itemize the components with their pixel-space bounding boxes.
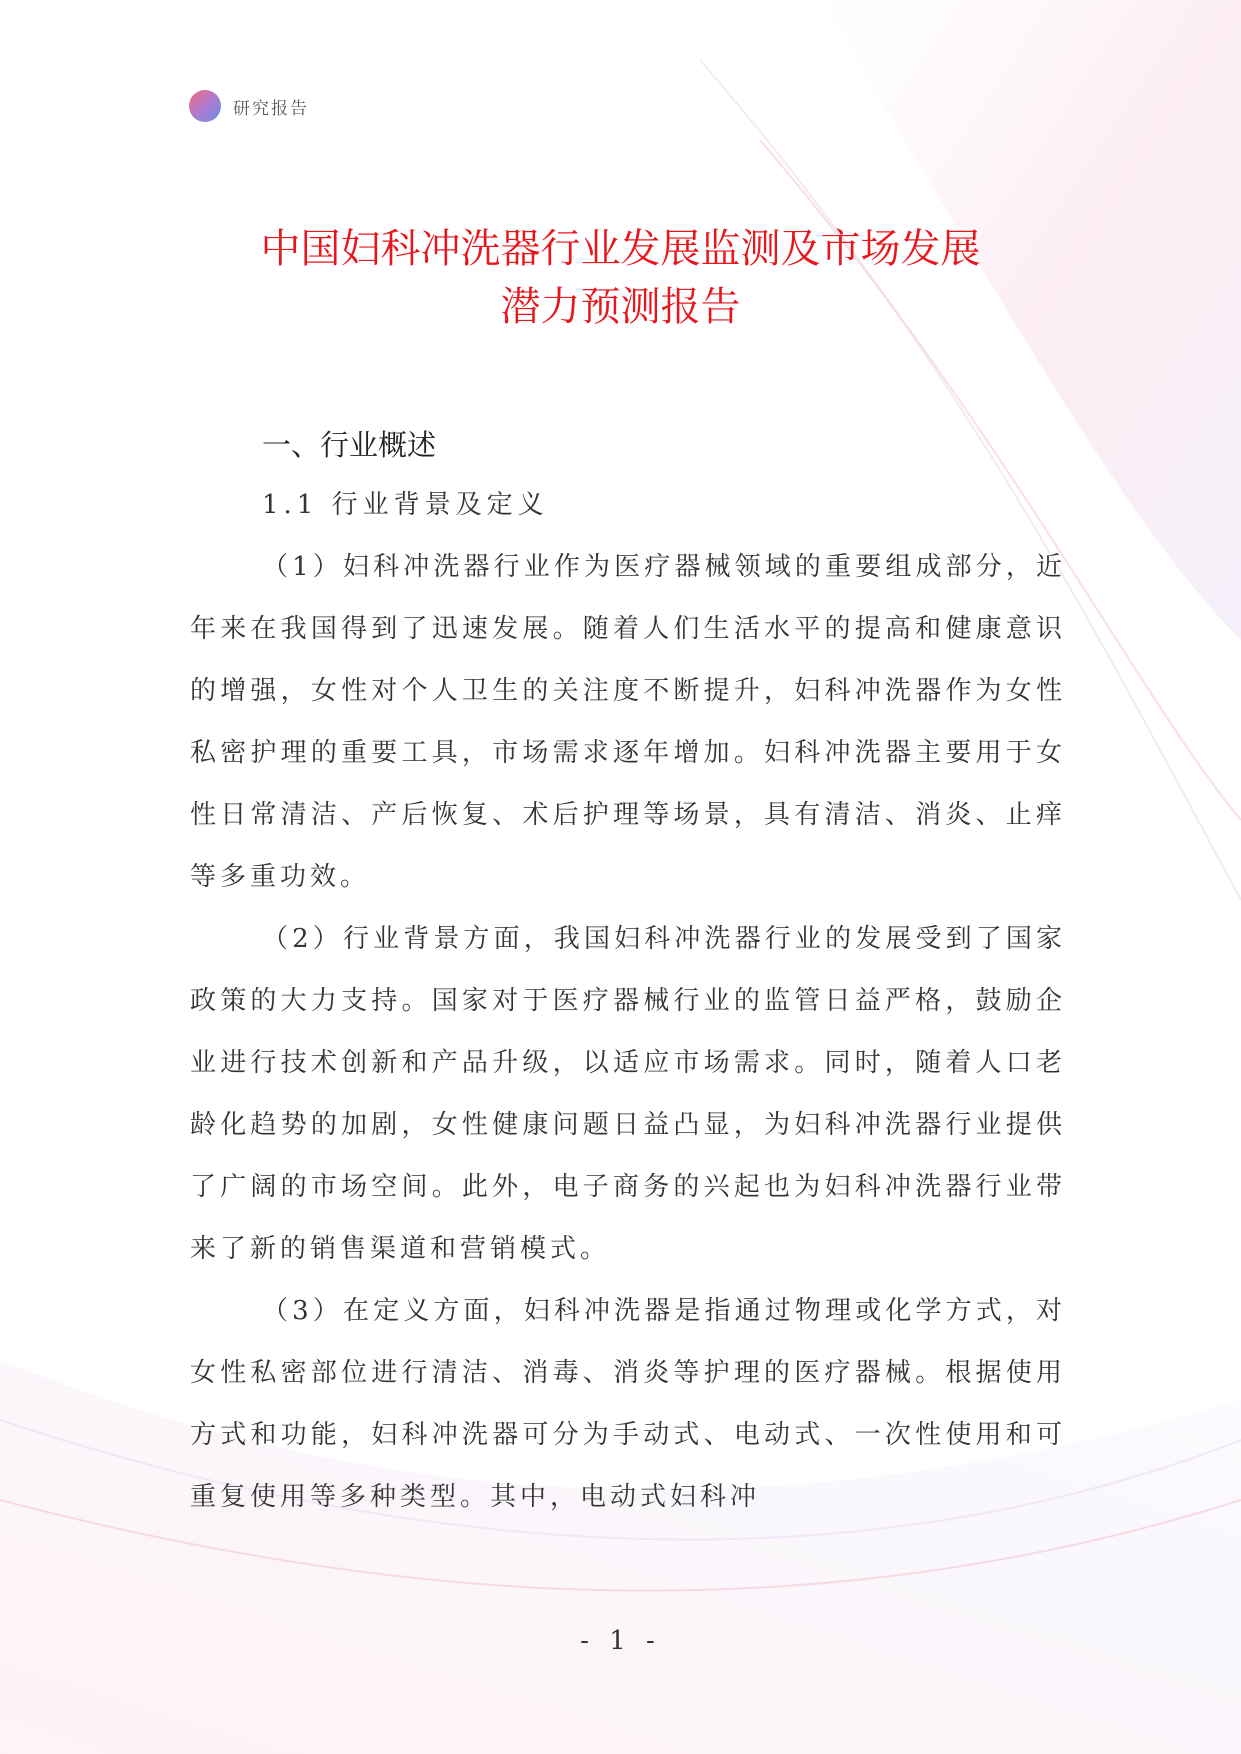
paragraph-3: （3）在定义方面，妇科冲洗器是指通过物理或化学方式，对女性私密部位进行清洁、消毒、消炎等护理的医疗器械。根据使用方式和功能，妇科冲洗器可分为手动式、电动式、一次性使用和可重复使用等多种类型。其中，电动式妇科冲 — [190, 1296, 1066, 1512]
logo-circle-icon — [189, 90, 221, 122]
page-header — [189, 90, 309, 122]
paragraph-2: （2）行业背景方面，我国妇科冲洗器行业的发展受到了国家政策的大力支持。国家对于医疗器械行业的监管日益严格，鼓励企业进行技术创新和产品升级，以适应市场需求。同时，随着人口老龄化趋势的加剧，女性健康问题日益凸显，为妇科冲洗器行业提供了广阔的市场空间。此外，电子商务的兴起也为妇科冲洗器行业带来了新的销售渠道和营销模式。 — [190, 924, 1066, 1264]
title-line-2: 潜力预测报告 — [500, 284, 741, 330]
page-number: - 1 - — [580, 1626, 661, 1656]
section-heading: 一、行业概述 — [262, 428, 437, 462]
document-body — [190, 416, 1066, 1528]
subsection-heading: 1.1 行业背景及定义 — [262, 490, 549, 520]
title-line-1: 中国妇科冲洗器行业发展监测及市场发展 — [260, 226, 981, 272]
header-label: 研究报告 — [233, 98, 309, 119]
document-title — [150, 220, 1091, 336]
paragraph-1: （1）妇科冲洗器行业作为医疗器械领域的重要组成部分，近年来在我国得到了迅速发展。随着人们生活水平的提高和健康意识的增强，女性对个人卫生的关注度不断提升，妇科冲洗器作为女性私密护理的重要工具，市场需求逐年增加。妇科冲洗器主要用于女性日常清洁、产后恢复、术后护理等场景，具有清洁、消炎、止痒等多重功效。 — [190, 552, 1066, 892]
